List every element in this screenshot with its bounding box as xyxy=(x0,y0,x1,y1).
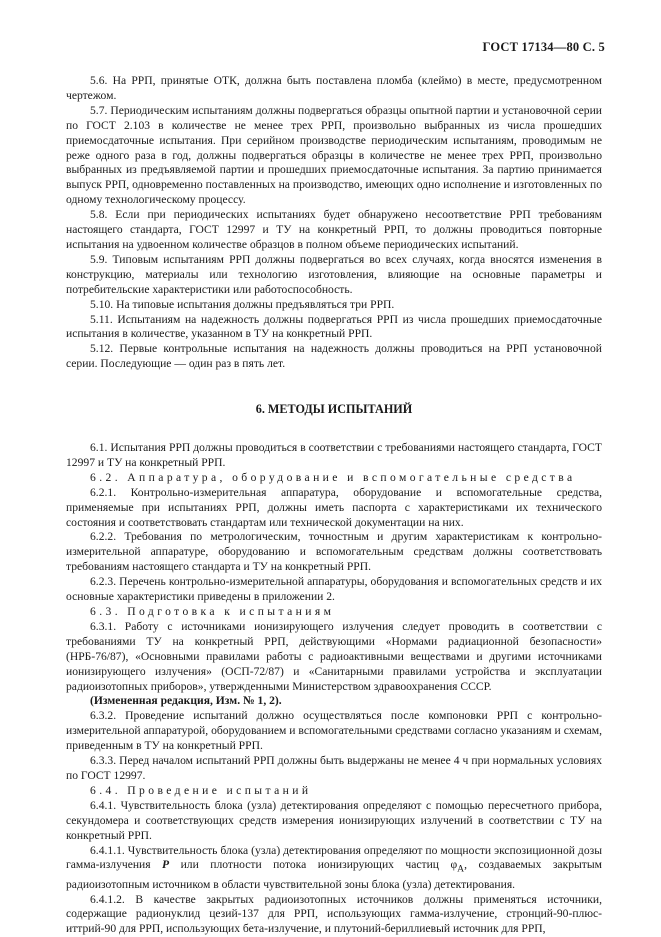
clause-5-9: 5.9. Типовым испытаниям РРП должны подвергаться во всех случаях, когда вносятся изменения в конструкцию, материалы или технологию изготовления, влияющие на основные параметры и потребительские характеристики или работоспособность. xyxy=(66,252,602,296)
clause-6-3-1: 6.3.1. Работу с источниками ионизирующего излучения следует проводить в соответствии с требованиями ТУ на конкретный РРП, действующими «Нормами радиационной безопасности» (НРБ-76/87), «Основными правилами работы с радиоактивными веществами и другими источниками ионизирующего излучения» (ОСП-72/87) и «Санитарными правилами устройства и эксплуатации радиоизотопных приборов», утвержденными Министерством здравоохранения СССР. xyxy=(66,619,602,693)
symbol-phi-subscript: A xyxy=(457,863,465,875)
page-content xyxy=(66,74,602,937)
clause-5-11: 5.11. Испытаниям на надежность должны подвергаться РРП из числа прошедших приемосдаточные испытания в количестве, указанном в ТУ на конкретный РРП. xyxy=(66,312,602,341)
clause-6-4-1-2: 6.4.1.2. В качестве закрытых радиоизотопных источников должны применяться источники, содержащие радионуклид цезий-137 для РРП, использующих гамма-излучение, стронций-90-плюс-иттрий-90 для РРП, использующих бета-излучение, и плутоний-бериллиевый источник для РРП, xyxy=(66,892,602,936)
clause-6-4-1-1-part-a: 6.4.1.1. Чувствительность блока (узла) детектирования определяют по мощности экспозиционной дозы гамма-излучения xyxy=(66,843,602,872)
clause-6-4-1-1-part-c: , создаваемых закрытым радиоизотопным источником в области чувствительной зоны блока (узла) детектирования. xyxy=(66,858,602,891)
clause-6-3-3: 6.3.3. Перед началом испытаний РРП должны быть выдержаны не менее 4 ч при нормальных условиях по ГОСТ 12997. xyxy=(66,754,602,782)
clause-6-4-1-1-part-b: или плотности потока ионизирующих частиц xyxy=(169,858,451,872)
clause-6-1: 6.1. Испытания РРП должны проводиться в соответствии с требованиями настоящего стандарта, ГОСТ 12997 и ТУ на конкретный РРП. xyxy=(66,441,602,469)
symbol-p: P xyxy=(162,858,170,872)
clause-6-2-1: 6.2.1. Контрольно-измерительная аппаратура, оборудование и вспомогательные средства, применяемые при испытаниях РРП, должны иметь паспорта с характеристиками их технического состояния и соответствовать стандартам или технической документации на них. xyxy=(66,485,602,529)
clause-6-2-3: 6.2.3. Перечень контрольно-измерительной аппаратуры, оборудования и вспомогательных средств и их основные характеристики приведены в приложении 2. xyxy=(66,575,602,604)
clause-5-6: 5.6. На РРП, принятые ОТК, должна быть поставлена пломба (клеймо) в месте, предусмотренном чертежом. xyxy=(66,74,602,102)
amendment-note: (Измененная редакция, Изм. № 1, 2). xyxy=(90,694,282,708)
clause-5-12: 5.12. Первые контрольные испытания на надежность должны проводиться на РРП установочной серии. Последующие — один раз в пять лет. xyxy=(66,342,602,371)
symbol-phi: φ xyxy=(450,858,458,872)
clause-5-10: 5.10. На типовые испытания должны предъявляться три РРП. xyxy=(90,297,395,311)
section-title: 6. МЕТОДЫ ИСПЫТАНИЙ xyxy=(255,402,413,417)
clause-5-8: 5.8. Если при периодических испытаниях будет обнаружено несоответствие РРП требованиям настоящего стандарта, ГОСТ 12997 и ТУ на конкретный РРП, то должны проводиться повторные испытания на удвоенном количестве образцов в полном объеме периодических испытаний. xyxy=(66,208,602,251)
clause-6-3-heading: 6.3. Подготовка к испытаниям xyxy=(90,605,335,618)
clause-6-2-heading: 6.2. Аппаратура, оборудование и вспомогательные средства xyxy=(90,470,576,484)
page-header: ГОСТ 17134—80 С. 5 xyxy=(482,40,605,54)
clause-6-4-1-1 xyxy=(66,844,602,893)
clause-6-4-1: 6.4.1. Чувствительность блока (узла) детектирования определяют с помощью пересчетного прибора, секундомера и соответствующих средств измерения ионизирующих излучений в соответствии с ТУ на конкретный РРП. xyxy=(66,798,602,842)
clause-5-7: 5.7. Периодическим испытаниям должны подвергаться образцы опытной партии и установочной серии по ГОСТ 2.103 в количестве не менее трех РРП, произвольно выбранных из числа прошедших приемосдаточные испытания. При серийном производстве периодическим испытаниям, проводимым не реже одного раза в год, должны подвергаться образцы в количестве не менее трех РРП, произвольно выбранных из предъявляемой партии и прошедших приемосдаточные испытания. За партию принимается выпуск РРП, одновременно поставленных на производство, имеющих одно исполнение и изготовленных по одному технологическому процессу. xyxy=(66,103,602,207)
clause-6-3-2: 6.3.2. Проведение испытаний должно осуществляться после компоновки РРП с контрольно-измерительной аппаратурой, оборудованием и вспомогательными средствами согласно указаниям и схемам, приведенным в ТУ на конкретный РРП. xyxy=(66,709,602,753)
clause-6-2-2: 6.2.2. Требования по метрологическим, точностным и другим характеристикам к контрольно-измерительной аппаратуре, оборудованию и вспомогательным средствам должны соответствовать требованиям настоящего стандарта и ТУ на конкретный РРП. xyxy=(66,530,602,574)
clause-6-4-heading: 6.4. Проведение испытаний xyxy=(90,783,312,797)
